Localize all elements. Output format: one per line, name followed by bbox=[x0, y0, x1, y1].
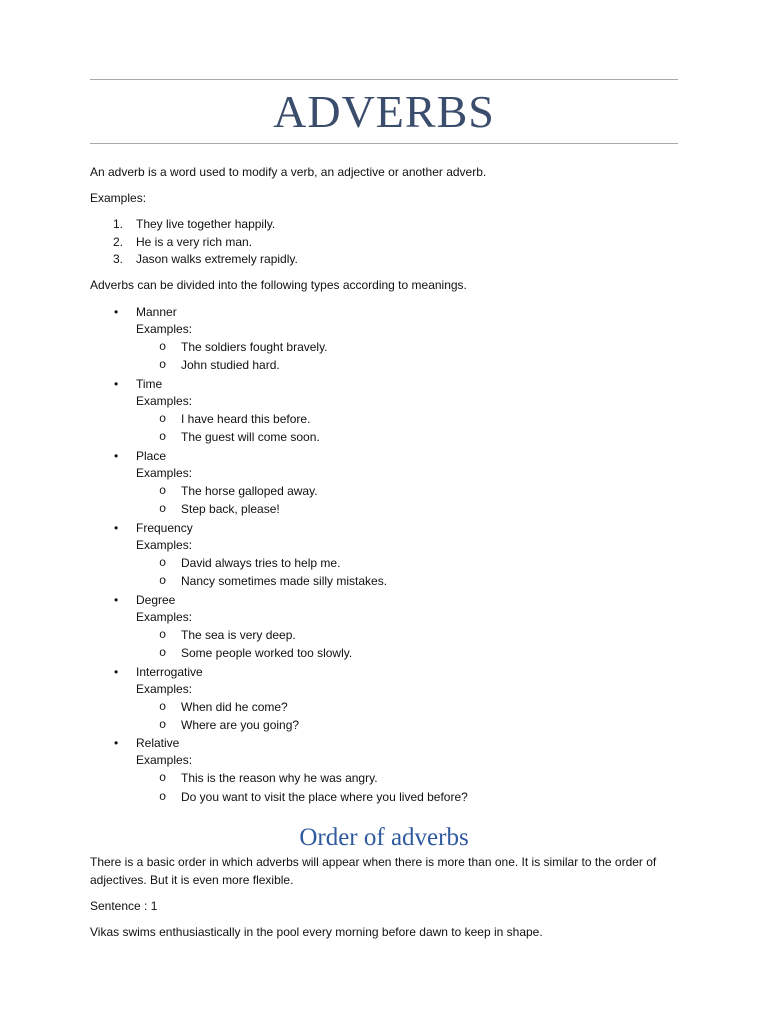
example-sentence-paragraph: Vikas swims enthusiastically in the pool every morning before dawn to keep in shape. bbox=[90, 925, 543, 939]
adverb-type-relative bbox=[0, 734, 768, 806]
adverb-type-manner bbox=[0, 303, 768, 375]
example-sentence: When did he come? bbox=[181, 700, 288, 714]
example-sentence: The horse galloped away. bbox=[181, 484, 318, 498]
list-number: 3. bbox=[113, 252, 124, 266]
sub-bullet-icon: o bbox=[159, 502, 167, 516]
bullet-icon: • bbox=[114, 377, 119, 391]
examples-label: Examples: bbox=[136, 538, 193, 552]
examples-label: Examples: bbox=[136, 753, 193, 767]
example-sentence: The sea is very deep. bbox=[181, 628, 296, 642]
sub-bullet-icon: o bbox=[159, 574, 167, 588]
example-sentence: Step back, please! bbox=[181, 502, 280, 516]
adverb-type-name: Time bbox=[136, 377, 163, 391]
sub-bullet-icon: o bbox=[159, 484, 167, 498]
adverb-type-degree bbox=[0, 591, 768, 663]
sub-bullet-icon: o bbox=[159, 790, 167, 804]
sub-bullet-icon: o bbox=[159, 628, 167, 642]
bullet-icon: • bbox=[114, 736, 119, 750]
example-sentence: Where are you going? bbox=[181, 718, 300, 732]
sub-bullet-icon: o bbox=[159, 340, 167, 354]
example-sentence: John studied hard. bbox=[181, 358, 280, 372]
title-bottom-rule bbox=[90, 143, 678, 144]
adverb-type-name: Degree bbox=[136, 593, 176, 607]
types-intro-paragraph: Adverbs can be divided into the following types according to meanings. bbox=[90, 278, 467, 292]
example-sentence: The guest will come soon. bbox=[181, 430, 320, 444]
intro-paragraph: An adverb is a word used to modify a verb, an adjective or another adverb. bbox=[90, 165, 487, 179]
example-sentence: This is the reason why he was angry. bbox=[181, 771, 378, 785]
adverb-type-time bbox=[0, 375, 768, 447]
example-sentence: Do you want to visit the place where you lived before? bbox=[181, 790, 468, 804]
adverb-type-name: Manner bbox=[136, 305, 177, 319]
adverb-type-frequency bbox=[0, 519, 768, 591]
examples-label: Examples: bbox=[90, 191, 147, 205]
sub-bullet-icon: o bbox=[159, 646, 167, 660]
order-paragraph-line: There is a basic order in which adverbs will appear when there is more than one. It is similar to the order of bbox=[90, 855, 657, 869]
sub-bullet-icon: o bbox=[159, 700, 167, 714]
adverb-type-name: Frequency bbox=[136, 521, 193, 535]
sub-bullet-icon: o bbox=[159, 358, 167, 372]
bullet-icon: • bbox=[114, 521, 119, 535]
examples-label: Examples: bbox=[136, 466, 193, 480]
sub-bullet-icon: o bbox=[159, 412, 167, 426]
order-paragraph-line: adjectives. But it is even more flexible. bbox=[90, 873, 294, 887]
list-item: He is a very rich man. bbox=[136, 235, 253, 249]
bullet-icon: • bbox=[114, 665, 119, 679]
list-item: They live together happily. bbox=[136, 217, 276, 231]
examples-label: Examples: bbox=[136, 682, 193, 696]
list-number: 2. bbox=[113, 235, 124, 249]
list-number: 1. bbox=[113, 217, 124, 231]
list-item: Jason walks extremely rapidly. bbox=[136, 252, 298, 266]
examples-label: Examples: bbox=[136, 394, 193, 408]
section-heading-order-of-adverbs: Order of adverbs bbox=[299, 824, 469, 851]
example-sentence: The soldiers fought bravely. bbox=[181, 340, 328, 354]
example-sentence: I have heard this before. bbox=[181, 412, 311, 426]
sub-bullet-icon: o bbox=[159, 771, 167, 785]
example-sentence: Nancy sometimes made silly mistakes. bbox=[181, 574, 388, 588]
adverb-type-place bbox=[0, 447, 768, 519]
title-top-rule bbox=[90, 79, 678, 80]
example-sentence: Some people worked too slowly. bbox=[181, 646, 353, 660]
sub-bullet-icon: o bbox=[159, 430, 167, 444]
sub-bullet-icon: o bbox=[159, 556, 167, 570]
adverb-type-name: Interrogative bbox=[136, 665, 203, 679]
sub-bullet-icon: o bbox=[159, 718, 167, 732]
adverb-type-name: Place bbox=[136, 449, 167, 463]
example-sentence: David always tries to help me. bbox=[181, 556, 341, 570]
sentence-label: Sentence : 1 bbox=[90, 899, 158, 913]
examples-label: Examples: bbox=[136, 610, 193, 624]
examples-label: Examples: bbox=[136, 322, 193, 336]
document-title: ADVERBS bbox=[273, 86, 495, 137]
adverb-type-interrogative bbox=[0, 663, 768, 735]
adverb-type-name: Relative bbox=[136, 736, 180, 750]
bullet-icon: • bbox=[114, 449, 119, 463]
bullet-icon: • bbox=[114, 305, 119, 319]
bullet-icon: • bbox=[114, 593, 119, 607]
